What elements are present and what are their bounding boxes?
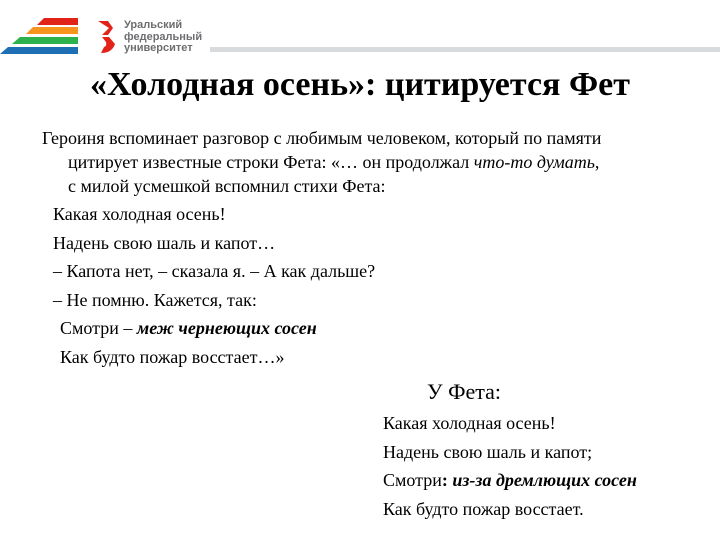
stripe-green bbox=[12, 37, 78, 44]
fet-line-1: Какая холодная осень! bbox=[383, 413, 556, 433]
intro-line-3: с милой усмешкой вспомнил стихи Фета: bbox=[68, 176, 386, 196]
intro-line-1: Героиня вспоминает разговор с любимым человеком, который по памяти bbox=[42, 128, 602, 148]
intro-line-2 bbox=[68, 151, 599, 174]
quote-line-5 bbox=[60, 317, 317, 340]
fet-heading: У Фета: bbox=[427, 379, 501, 404]
stripe-red bbox=[37, 18, 78, 25]
logo-line-3: университет bbox=[124, 42, 193, 54]
fet-line-3 bbox=[383, 469, 637, 492]
university-logo-icon bbox=[97, 20, 119, 54]
stripe-orange bbox=[26, 27, 78, 34]
slide-title: «Холодная осень»: цитируется Фет bbox=[90, 66, 630, 103]
quote-line-5-emphasis: меж чернеющих сосен bbox=[136, 318, 317, 338]
header-bar bbox=[0, 0, 720, 62]
quote-line-6: Как будто пожар восстает…» bbox=[60, 347, 285, 367]
logo-line-2: федеральный bbox=[124, 30, 203, 43]
fet-line-3-colon: : bbox=[441, 470, 448, 490]
university-logo-text bbox=[124, 20, 202, 55]
intro-line-2-prefix: цитирует известные строки Фета: «… он продолжал bbox=[68, 152, 474, 172]
intro-line-2-italic: что-то думать bbox=[473, 152, 595, 172]
quote-line-3: – Капота нет, – сказала я. – А как дальше? bbox=[53, 261, 376, 281]
fet-line-3-emphasis: из-за дремлющих сосен bbox=[447, 470, 637, 490]
header-divider bbox=[210, 47, 720, 52]
fet-line-4: Как будто пожар восстает. bbox=[383, 499, 584, 519]
quote-line-5-prefix: Смотри – bbox=[60, 318, 137, 338]
logo-line-1: Уральский bbox=[124, 19, 183, 31]
quote-line-4: – Не помню. Кажется, так: bbox=[53, 290, 257, 310]
fet-line-2: Надень свою шаль и капот; bbox=[383, 442, 593, 462]
fet-line-3-prefix: Смотри bbox=[383, 470, 442, 490]
stripe-blue bbox=[0, 47, 78, 54]
university-stripes-graphic bbox=[0, 18, 78, 54]
quote-line-1: Какая холодная осень! bbox=[53, 204, 226, 224]
intro-line-2-suffix: , bbox=[594, 152, 600, 172]
quote-line-2: Надень свою шаль и капот… bbox=[53, 233, 276, 253]
